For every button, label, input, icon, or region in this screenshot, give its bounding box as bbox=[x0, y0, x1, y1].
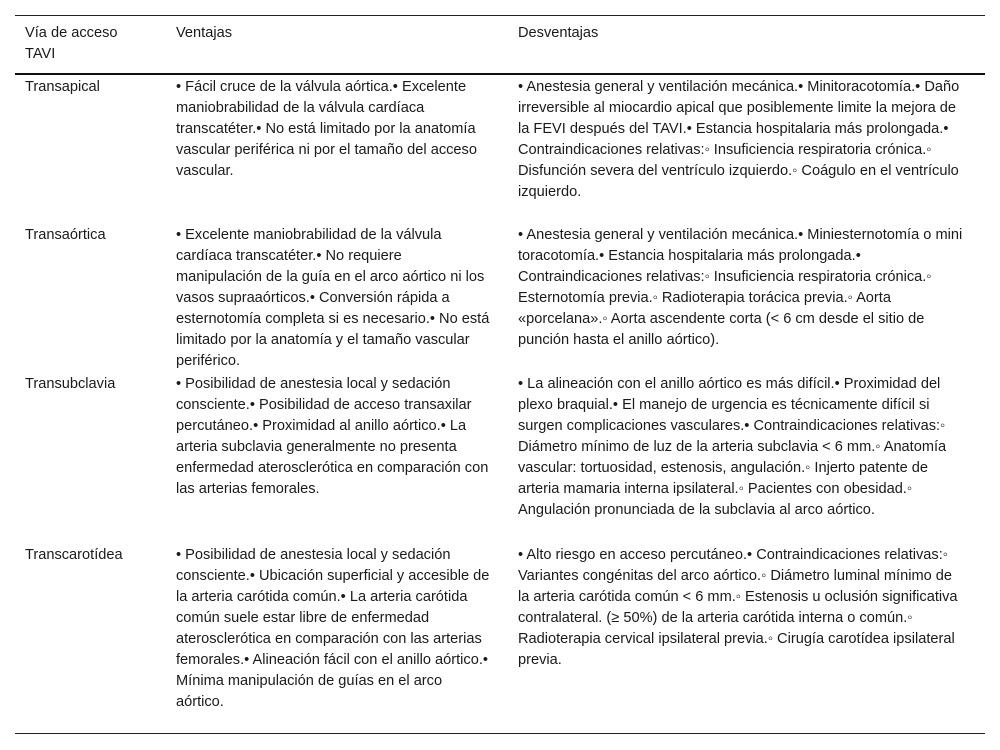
route-cell: Transaórtica bbox=[25, 227, 106, 243]
disadvantages-cell: • La alineación con el anillo aórtico es más difícil.• Proximidad del plexo braquial.• El manejo de urgencia es técnicamente difícil si surgen complicaciones vasculares.• Contraindicaciones relativas:◦ Diámetro mínimo de luz de la arteria subclavia < 6 mm.◦ Anatomía vascular: tortuosidad, estenosis, angulación.◦ Injerto patente de arteria mamaria interna ipsilateral.◦ Pacientes con obesidad.◦ Angulación pronunciada de la subclavia al arco aórtico. bbox=[518, 376, 947, 518]
advantages-cell: • Excelente maniobrabilidad de la válvula cardíaca transcatéter.• No requiere manipulación de la guía en el arco aórtico ni los vasos supraaórticos.• Conversión rápida a esternotomía completa si es necesario.• No está limitado por la anatomía y el tamaño vascular periférico. bbox=[176, 227, 490, 369]
table-row-transaortica bbox=[15, 223, 985, 372]
table-body bbox=[15, 74, 985, 734]
advantages-cell: • Posibilidad de anestesia local y sedación consciente.• Ubicación superficial y accesible de la arteria carótida común.• La arteria carótida común suele estar libre de enfermedad aterosclerótica en comparación con las arterias femorales.• Alineación fácil con el anillo aórtico.• Mínima manipulación de guías en el arco aórtico. bbox=[176, 547, 490, 710]
table-row-transapical bbox=[15, 74, 985, 223]
header-advantages: Ventajas bbox=[176, 25, 232, 41]
route-cell: Transubclavia bbox=[25, 376, 116, 392]
disadvantages-cell: • Anestesia general y ventilación mecánica.• Minitoracotomía.• Daño irreversible al miocardio apical que posiblemente limite la mejora de la FEVI después del TAVI.• Estancia hospitalaria más prolongada.• Contraindicaciones relativas:◦ Insuficiencia respiratoria crónica.◦ Disfunción severa del ventrículo izquierdo.◦ Coágulo en el ventrículo izquierdo. bbox=[518, 79, 960, 200]
header-access-route: Vía de acceso TAVI bbox=[25, 25, 118, 62]
header-disadvantages: Desventajas bbox=[518, 25, 599, 41]
table-row-transubclavia bbox=[15, 372, 985, 543]
tavi-access-table bbox=[15, 15, 985, 734]
disadvantages-cell: • Anestesia general y ventilación mecánica.• Miniesternotomía o mini toracotomía.• Estancia hospitalaria más prolongada.• Contraindicaciones relativas:◦ Insuficiencia respiratoria crónica.◦ Esternotomía previa.◦ Radioterapia torácica previa.◦ Aorta «porcelana».◦ Aorta ascendente corta (< 6 cm desde el sitio de punción hasta el anillo aórtico). bbox=[518, 227, 963, 348]
advantages-cell: • Fácil cruce de la válvula aórtica.• Excelente maniobrabilidad de la válvula cardíaca transcatéter.• No está limitado por la anatomía vascular periférica ni por el tamaño del acceso vascular. bbox=[176, 79, 477, 179]
advantages-cell: • Posibilidad de anestesia local y sedación consciente.• Posibilidad de acceso transaxilar percutáneo.• Proximidad al anillo aórtico.• La arteria subclavia generalmente no presenta enfermedad aterosclerótica en comparación con las arterias femorales. bbox=[176, 376, 489, 497]
route-cell: Transcarotídea bbox=[25, 547, 123, 563]
header-row bbox=[15, 16, 985, 75]
table-row-transcarotidea bbox=[15, 543, 985, 734]
tavi-access-table-container bbox=[15, 15, 985, 734]
route-cell: Transapical bbox=[25, 79, 100, 95]
disadvantages-cell: • Alto riesgo en acceso percutáneo.• Contraindicaciones relativas:◦ Variantes congénitas del arco aórtico.◦ Diámetro luminal mínimo de la arteria carótida común < 6 mm.◦ Estenosis u oclusión significativa contralateral. (≥ 50%) de la arteria carótida interna o común.◦ Radioterapia cervical ipsilateral previa.◦ Cirugía carotídea ipsilateral previa. bbox=[518, 547, 958, 668]
table-header bbox=[15, 16, 985, 75]
